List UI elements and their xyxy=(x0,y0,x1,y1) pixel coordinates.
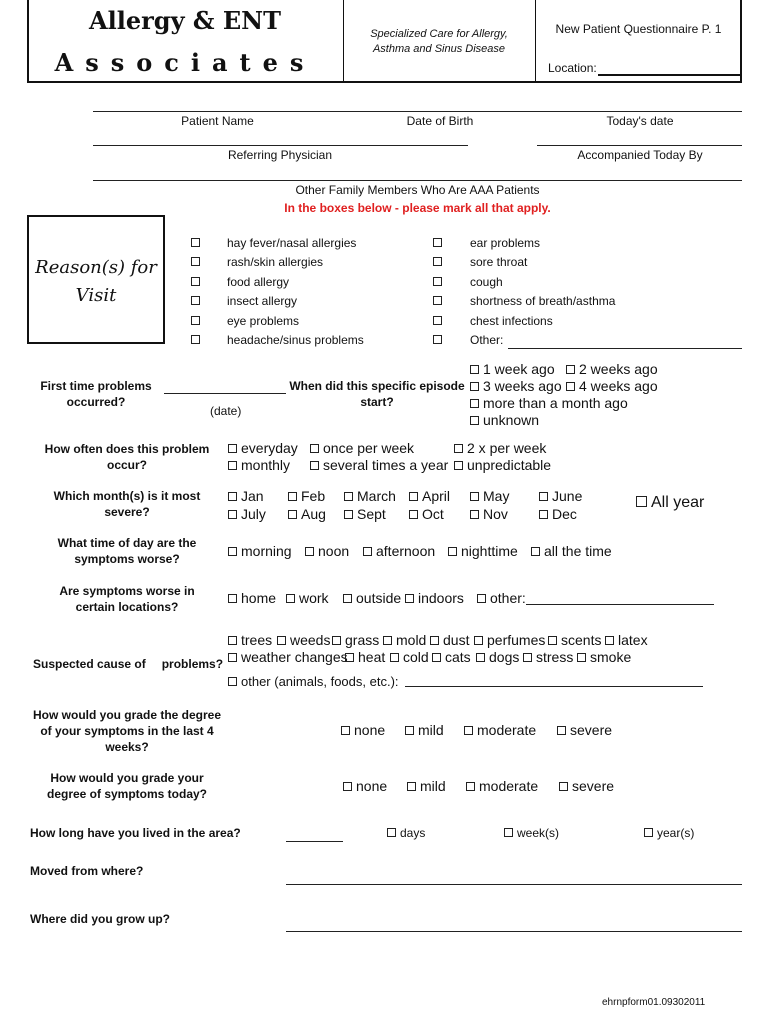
grew-up-question: Where did you grow up? xyxy=(30,912,170,926)
episode-option[interactable]: 2 weeks ago xyxy=(566,361,658,377)
checkbox-icon[interactable] xyxy=(433,296,442,305)
how-often-option[interactable]: once per week xyxy=(310,440,414,456)
date-of-birth-label: Date of Birth xyxy=(406,114,474,128)
checkbox-icon[interactable] xyxy=(566,382,575,391)
cause-other-field[interactable] xyxy=(405,686,703,687)
cause-option[interactable]: perfumes xyxy=(474,632,545,648)
checkbox-icon[interactable] xyxy=(539,492,548,501)
month-option[interactable]: Oct xyxy=(409,506,444,522)
how-often-option[interactable]: 2 x per week xyxy=(454,440,546,456)
grade-4weeks-option[interactable]: severe xyxy=(557,722,612,738)
checkbox-icon[interactable] xyxy=(557,726,566,735)
checkbox-icon[interactable] xyxy=(432,653,441,662)
form-code: ehrnpform01.09302011 xyxy=(602,997,706,1008)
grade-today-option[interactable]: none xyxy=(343,778,387,794)
how-often-question: How often does this problem occur? xyxy=(44,442,210,472)
checkbox-icon[interactable] xyxy=(477,594,486,603)
location-label: Location: xyxy=(548,61,597,75)
cause-option[interactable]: heat xyxy=(345,649,385,665)
first-time-question: First time problems occurred? xyxy=(40,379,152,409)
location-option[interactable]: outside xyxy=(343,590,401,606)
month-option[interactable]: July xyxy=(228,506,266,522)
cause-option[interactable]: weeds xyxy=(277,632,330,648)
checkbox-icon[interactable] xyxy=(433,238,442,247)
reasons-title-line2: Visit xyxy=(75,285,117,306)
cause-option[interactable]: grass xyxy=(332,632,379,648)
checkbox-icon[interactable] xyxy=(448,547,457,556)
checkbox-icon[interactable] xyxy=(390,653,399,662)
month-option[interactable]: Dec xyxy=(539,506,577,522)
month-option[interactable]: March xyxy=(344,488,396,504)
grade-today-option[interactable]: mild xyxy=(407,778,446,794)
checkbox-icon[interactable] xyxy=(454,444,463,453)
location-option[interactable]: other: xyxy=(477,590,526,606)
checkbox-icon[interactable] xyxy=(409,510,418,519)
month-option[interactable]: May xyxy=(470,488,509,504)
location-option[interactable]: indoors xyxy=(405,590,464,606)
month-option[interactable]: Nov xyxy=(470,506,508,522)
checkbox-icon[interactable] xyxy=(523,653,532,662)
todays-date-label: Today's date xyxy=(606,114,674,128)
moved-from-question: Moved from where? xyxy=(30,864,144,878)
checkbox-icon[interactable] xyxy=(228,461,237,470)
referring-physician-label: Referring Physician xyxy=(227,148,333,162)
time-of-day-option[interactable]: all the time xyxy=(531,543,612,559)
episode-question: When did this specific episode start? xyxy=(289,379,465,409)
checkbox-icon[interactable] xyxy=(191,335,200,344)
checkbox-icon[interactable] xyxy=(433,257,442,266)
company-name-line1: Allergy & ENT xyxy=(89,6,281,35)
all-year-option[interactable]: All year xyxy=(636,494,704,512)
checkbox-icon[interactable] xyxy=(577,653,586,662)
checkbox-icon[interactable] xyxy=(191,238,200,247)
reason-item[interactable]: insect allergy xyxy=(191,294,204,308)
time-of-day-option[interactable]: nighttime xyxy=(448,543,518,559)
time-of-day-option[interactable]: noon xyxy=(305,543,349,559)
lived-option[interactable]: year(s) xyxy=(644,826,694,840)
checkbox-icon[interactable] xyxy=(341,726,350,735)
checkbox-icon[interactable] xyxy=(454,461,463,470)
cause-option[interactable]: cold xyxy=(390,649,429,665)
checkbox-icon[interactable] xyxy=(286,594,295,603)
company-name-line2: Associates xyxy=(54,48,316,77)
checkbox-icon[interactable] xyxy=(228,547,237,556)
checkbox-icon[interactable] xyxy=(539,510,548,519)
checkbox-icon[interactable] xyxy=(191,296,200,305)
location-field[interactable] xyxy=(598,74,741,76)
checkbox-icon[interactable] xyxy=(466,782,475,791)
grade-4weeks-question: How would you grade the degree of your symptoms in the last 4 weeks? xyxy=(32,708,222,754)
checkbox-icon[interactable] xyxy=(345,653,354,662)
time-of-day-option[interactable]: morning xyxy=(228,543,292,559)
checkbox-icon[interactable] xyxy=(363,547,372,556)
checkbox-icon[interactable] xyxy=(470,416,479,425)
checkbox-icon[interactable] xyxy=(433,277,442,286)
accompanied-label: Accompanied Today By xyxy=(577,148,703,162)
referring-physician-line[interactable] xyxy=(93,145,468,146)
cause-option[interactable]: scents xyxy=(548,632,601,648)
checkbox-icon[interactable] xyxy=(474,636,483,645)
checkbox-icon[interactable] xyxy=(288,510,297,519)
checkbox-icon[interactable] xyxy=(405,594,414,603)
cause-option[interactable]: weather changes xyxy=(228,649,348,665)
checkbox-icon[interactable] xyxy=(310,444,319,453)
reason-item[interactable]: Other: xyxy=(433,333,446,347)
cause-option[interactable]: cats xyxy=(432,649,471,665)
checkbox-icon[interactable] xyxy=(566,365,575,374)
lived-option[interactable]: days xyxy=(387,826,425,840)
checkbox-icon[interactable] xyxy=(228,677,237,686)
checkbox-icon[interactable] xyxy=(409,492,418,501)
checkbox-icon[interactable] xyxy=(228,510,237,519)
checkbox-icon[interactable] xyxy=(407,782,416,791)
how-often-option[interactable]: several times a year xyxy=(310,457,448,473)
checkbox-icon[interactable] xyxy=(433,335,442,344)
grade-today-question: How would you grade your degree of symptoms today? xyxy=(46,771,208,801)
cause-option[interactable]: dogs xyxy=(476,649,519,665)
location-option[interactable]: home xyxy=(228,590,276,606)
checkbox-icon[interactable] xyxy=(476,653,485,662)
cause-option[interactable]: trees xyxy=(228,632,272,648)
reason-item[interactable]: rash/skin allergies xyxy=(191,255,204,269)
reason-item[interactable]: headache/sinus problems xyxy=(191,333,204,347)
checkbox-icon[interactable] xyxy=(228,653,237,662)
checkbox-icon[interactable] xyxy=(470,492,479,501)
episode-option[interactable]: unknown xyxy=(470,412,539,428)
date-hint: (date) xyxy=(210,404,242,418)
checkbox-icon[interactable] xyxy=(344,510,353,519)
checkbox-icon[interactable] xyxy=(644,828,653,837)
episode-option[interactable]: 1 week ago xyxy=(470,361,555,377)
reason-item[interactable]: ear problems xyxy=(433,236,446,250)
month-option[interactable]: Feb xyxy=(288,488,325,504)
first-time-date-field[interactable] xyxy=(164,393,286,394)
how-often-option[interactable]: monthly xyxy=(228,457,290,473)
checkbox-icon[interactable] xyxy=(191,316,200,325)
time-of-day-option[interactable]: afternoon xyxy=(363,543,435,559)
location-other-field[interactable] xyxy=(526,604,714,605)
lived-duration-field[interactable] xyxy=(286,841,343,842)
reason-item[interactable]: hay fever/nasal allergies xyxy=(191,236,204,250)
checkbox-icon[interactable] xyxy=(433,316,442,325)
month-option[interactable]: Sept xyxy=(344,506,386,522)
instruction-text: In the boxes below - please mark all that apply. xyxy=(284,201,551,215)
reasons-box xyxy=(27,215,165,344)
tagline-line2: Asthma and Sinus Disease xyxy=(372,43,506,55)
checkbox-icon[interactable] xyxy=(332,636,341,645)
checkbox-icon[interactable] xyxy=(470,399,479,408)
month-option[interactable]: June xyxy=(539,488,582,504)
cause-option[interactable]: mold xyxy=(383,632,426,648)
checkbox-icon[interactable] xyxy=(344,492,353,501)
checkbox-icon[interactable] xyxy=(310,461,319,470)
checkbox-icon[interactable] xyxy=(228,594,237,603)
grade-today-option[interactable]: moderate xyxy=(466,778,538,794)
accompanied-line[interactable] xyxy=(537,145,742,146)
reason-item[interactable]: chest infections xyxy=(433,314,446,328)
reasons-title-line1: Reason(s) for xyxy=(35,257,157,278)
how-often-option[interactable]: unpredictable xyxy=(454,457,551,473)
reason-item[interactable]: eye problems xyxy=(191,314,204,328)
checkbox-icon[interactable] xyxy=(305,547,314,556)
checkbox-icon[interactable] xyxy=(228,444,237,453)
checkbox-icon[interactable] xyxy=(277,636,286,645)
checkbox-icon[interactable] xyxy=(228,636,237,645)
month-option[interactable]: Jan xyxy=(228,488,264,504)
checkbox-icon[interactable] xyxy=(470,510,479,519)
grade-4weeks-option[interactable]: mild xyxy=(405,722,444,738)
months-question: Which month(s) is it most severe? xyxy=(53,489,201,519)
patient-info-line[interactable] xyxy=(93,111,742,112)
checkbox-icon[interactable] xyxy=(504,828,513,837)
episode-option[interactable]: more than a month ago xyxy=(470,395,628,411)
checkbox-icon[interactable] xyxy=(470,382,479,391)
cause-other-option[interactable]: other (animals, foods, etc.): xyxy=(228,674,399,689)
cause-option[interactable]: stress xyxy=(523,649,573,665)
checkbox-icon[interactable] xyxy=(228,492,237,501)
checkbox-icon[interactable] xyxy=(464,726,473,735)
cause-option[interactable]: smoke xyxy=(577,649,631,665)
checkbox-icon[interactable] xyxy=(343,782,352,791)
locations-question: Are symptoms worse in certain locations? xyxy=(59,584,195,614)
month-option[interactable]: Aug xyxy=(288,506,326,522)
location-option[interactable]: work xyxy=(286,590,329,606)
checkbox-icon[interactable] xyxy=(636,496,647,507)
causes-question: Suspected cause of problems? xyxy=(33,657,224,671)
cause-option[interactable]: dust xyxy=(430,632,469,648)
checkbox-icon[interactable] xyxy=(288,492,297,501)
lived-option[interactable]: week(s) xyxy=(504,826,559,840)
grade-4weeks-option[interactable]: moderate xyxy=(464,722,536,738)
other-reason-field[interactable] xyxy=(508,348,742,349)
checkbox-icon[interactable] xyxy=(387,828,396,837)
checkbox-icon[interactable] xyxy=(548,636,557,645)
checkbox-icon[interactable] xyxy=(605,636,614,645)
patient-name-label: Patient Name xyxy=(181,114,254,128)
reason-item[interactable]: sore throat xyxy=(433,255,446,269)
month-option[interactable]: April xyxy=(409,488,450,504)
checkbox-icon[interactable] xyxy=(383,636,392,645)
checkbox-icon[interactable] xyxy=(343,594,352,603)
other-family-line[interactable] xyxy=(93,180,742,181)
header-divider-1 xyxy=(343,0,344,81)
episode-option[interactable]: 3 weeks ago xyxy=(470,378,562,394)
reason-item[interactable]: cough xyxy=(433,275,446,289)
other-family-label: Other Family Members Who Are AAA Patients xyxy=(295,183,540,197)
cause-option[interactable]: latex xyxy=(605,632,648,648)
reason-item[interactable]: shortness of breath/asthma xyxy=(433,294,446,308)
moved-from-field[interactable] xyxy=(286,884,742,885)
checkbox-icon[interactable] xyxy=(191,257,200,266)
header-divider-2 xyxy=(535,0,536,81)
episode-option[interactable]: 4 weeks ago xyxy=(566,378,658,394)
form-title: New Patient Questionnaire P. 1 xyxy=(555,22,722,36)
checkbox-icon[interactable] xyxy=(191,277,200,286)
lived-question: How long have you lived in the area? xyxy=(30,826,241,840)
checkbox-icon[interactable] xyxy=(470,365,479,374)
tagline-line1: Specialized Care for Allergy, xyxy=(370,28,508,40)
checkbox-icon[interactable] xyxy=(405,726,414,735)
checkbox-icon[interactable] xyxy=(430,636,439,645)
grade-today-option[interactable]: severe xyxy=(559,778,614,794)
grade-4weeks-option[interactable]: none xyxy=(341,722,385,738)
reason-item[interactable]: food allergy xyxy=(191,275,204,289)
how-often-option[interactable]: everyday xyxy=(228,440,298,456)
checkbox-icon[interactable] xyxy=(531,547,540,556)
checkbox-icon[interactable] xyxy=(559,782,568,791)
grew-up-field[interactable] xyxy=(286,931,742,932)
time-of-day-question: What time of day are the symptoms worse? xyxy=(57,536,197,566)
